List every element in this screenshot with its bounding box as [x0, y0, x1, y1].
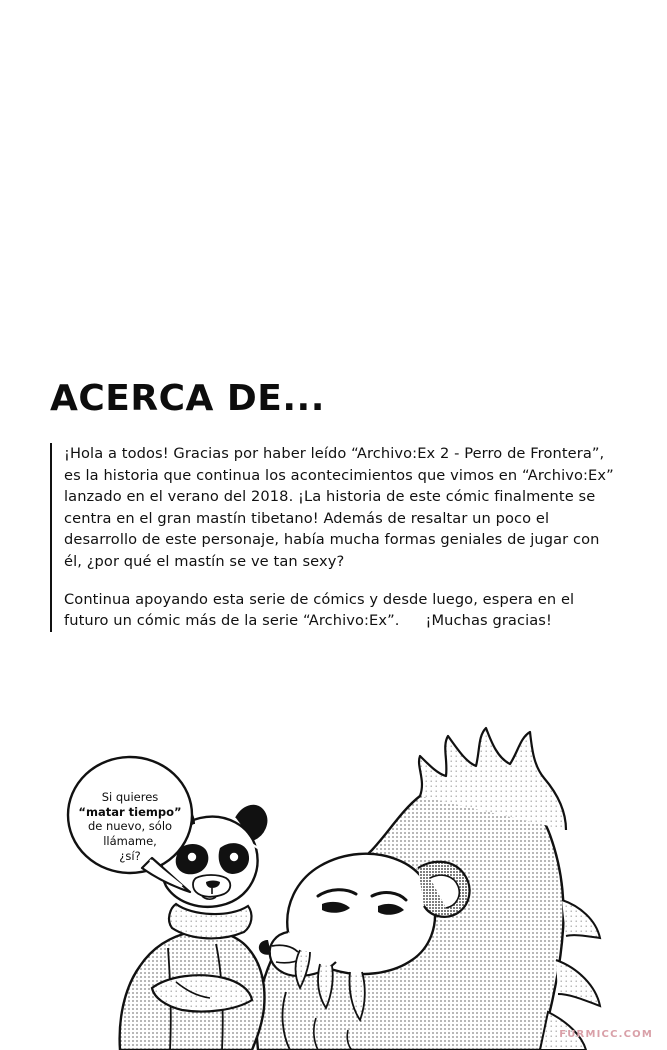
panda-and-mastiff-artwork — [0, 700, 667, 1050]
balloon-line-4: llámame, — [103, 834, 157, 849]
afterword-closing-note: ¡Muchas gracias! — [425, 612, 552, 630]
mastiff-character — [257, 728, 600, 1050]
balloon-line-3: de nuevo, sólo — [87, 819, 173, 834]
balloon-line-1: Si quieres — [101, 790, 159, 804]
illustration — [0, 700, 667, 1050]
page-title: ACERCA DE... — [50, 378, 325, 419]
watermark: FURMICC.COM — [559, 1029, 653, 1040]
afterword-paragraph-1: ¡Hola a todos! Gracias por haber leído “Archivo:Ex 2 - Perro de Frontera”, es la historia que continua los acontecimientos que vimos en “Archivo:Ex” lanzado en el verano del 2018. ¡La historia de este cómic finalmente se centra en el gran mastín tibetano! Además de resaltar un poco el desarrollo de este personaje, había mucha formas geniales de jugar con él, ¿por qué el mastín se ve tan sexy? — [64, 445, 614, 570]
balloon-line-2: “matar tiempo” — [78, 804, 182, 819]
afterword-paragraph-2 — [64, 589, 616, 632]
afterword-paragraph-2-text: Continua apoyando esta serie de cómics y desde luego, espera en el futuro un cómic más de la serie “Archivo:Ex”. — [64, 590, 575, 630]
balloon-line-5: ¿sí? — [119, 848, 141, 863]
afterword-text-block — [50, 443, 616, 632]
